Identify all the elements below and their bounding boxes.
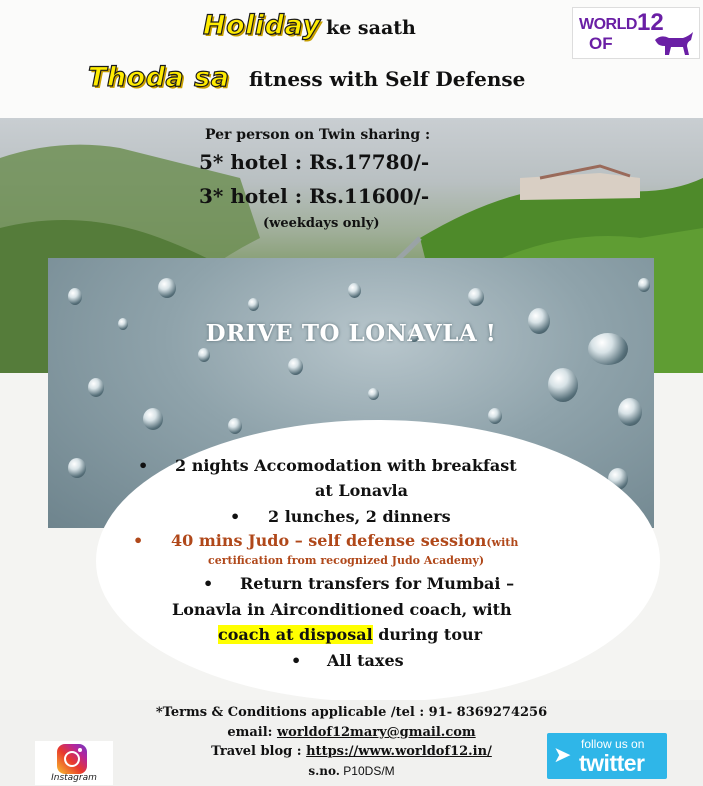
during-tour-text: during tour (372, 625, 483, 644)
blog-link[interactable]: https://www.worldof12.in/ (306, 744, 492, 759)
bullet: • (138, 456, 149, 475)
coach-at-disposal-highlight: coach at disposal (218, 625, 373, 644)
pricing-note: (weekdays only) (263, 216, 380, 231)
bullet: • (133, 531, 144, 550)
inclusion-taxes-text: All taxes (327, 651, 404, 670)
headline-holiday: Holiday (203, 10, 321, 41)
twitter-wordmark: twitter (579, 750, 645, 776)
sno-value: P10DS/M (339, 764, 395, 778)
instagram-badge[interactable] (35, 741, 113, 785)
email-link[interactable]: worldof12mary@gmail.com (276, 725, 476, 740)
terms-line: *Terms & Conditions applicable /tel : 91- 8369274256 (155, 705, 548, 720)
inclusion-accommodation-line2: at Lonavla (315, 481, 408, 500)
logo-of-text: OF (589, 34, 613, 53)
price-three-star: 3* hotel : Rs.11600/- (199, 184, 430, 208)
price-five-star: 5* hotel : Rs.17780/- (199, 150, 430, 174)
headline-thoda-sa: Thoda sa (88, 62, 230, 93)
inclusion-transfers-line2: Lonavla in Airconditioned coach, with (172, 600, 512, 619)
judo-small-text: (with (486, 536, 519, 549)
sno-label: s.no. (308, 764, 340, 778)
headline-line-1 (203, 10, 416, 41)
inclusion-meals-text: 2 lunches, 2 dinners (268, 507, 451, 526)
pricing-intro: Per person on Twin sharing : (205, 127, 431, 143)
twitter-follow-text: follow us on (581, 737, 645, 751)
inclusion-accommodation-line1: 2 nights Accomodation with breakfast (175, 456, 517, 475)
world-of-12-logo (572, 7, 700, 59)
bull-icon (653, 30, 695, 56)
twitter-follow-badge[interactable] (547, 733, 667, 779)
headline-line-2 (88, 62, 525, 93)
blog-label: Travel blog : (211, 744, 307, 759)
logo-number: 12 (637, 9, 664, 36)
headline-ke-saath: ke saath (326, 17, 416, 39)
headline-fitness: fitness with Self Defense (249, 67, 526, 91)
twitter-bird-icon: ➤ (553, 743, 572, 768)
email-label: email: (227, 725, 277, 740)
inclusion-judo-line1 (171, 531, 518, 550)
judo-certification-text: certification from recognized Judo Academy) (208, 554, 485, 567)
judo-main-text: 40 mins Judo – self defense session (171, 531, 487, 550)
bullet: • (230, 507, 241, 526)
instagram-icon[interactable] (57, 744, 87, 774)
logo-world-text: WORLD (579, 16, 637, 33)
inclusion-transfers-line1: Return transfers for Mumbai – (240, 574, 515, 593)
bullet: • (203, 574, 214, 593)
drive-to-lonavla-banner: DRIVE TO LONAVLA ! (205, 320, 497, 347)
bullet: • (291, 651, 302, 670)
instagram-label: Instagram (51, 773, 97, 783)
